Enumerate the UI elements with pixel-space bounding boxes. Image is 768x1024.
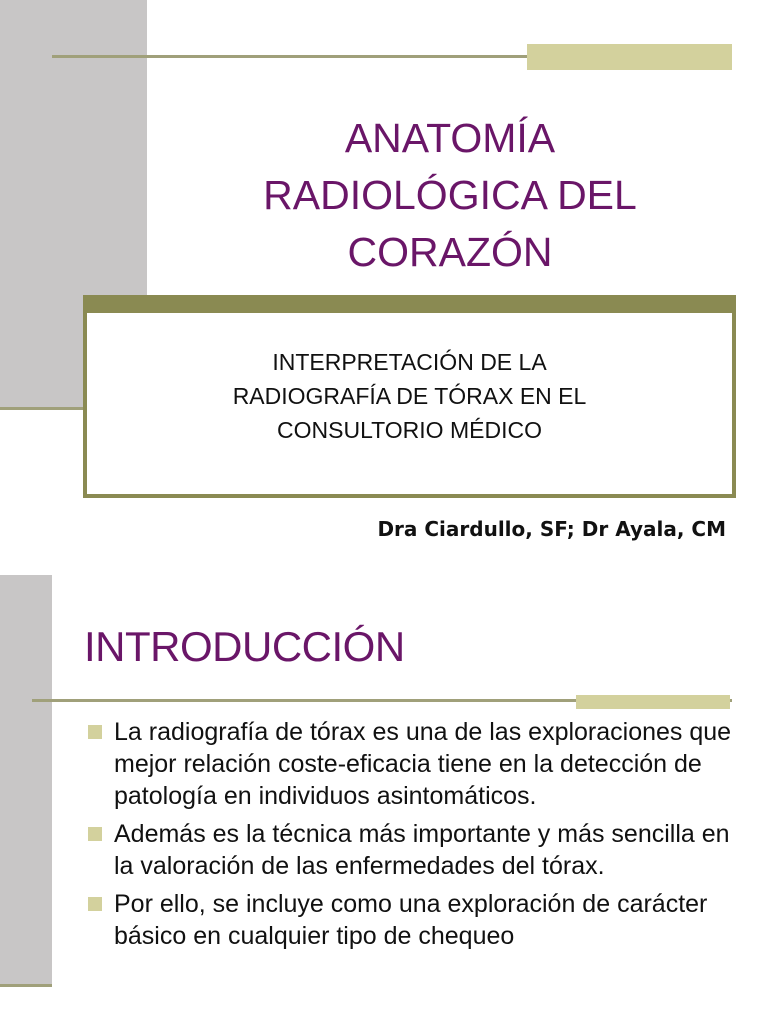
title-line: RADIOLÓGICA DEL <box>263 172 637 218</box>
slide-divider <box>0 562 768 575</box>
title-line: ANATOMÍA <box>344 115 556 161</box>
bullet-text: Por ello, se incluye como una exploración de carácter básico en cualquier tipo de chequeo <box>114 890 708 950</box>
title-line: CORAZÓN <box>347 229 553 275</box>
slide-title: INTRODUCCIÓN <box>84 623 405 670</box>
square-bullet-icon <box>88 725 102 739</box>
subtitle-line: CONSULTORIO MÉDICO <box>277 417 542 443</box>
subtitle <box>87 345 732 447</box>
list-item <box>88 818 738 882</box>
bullet-list <box>88 716 738 958</box>
bullet-text: Además es la técnica más importante y más sencilla en la valoración de las enfermedades del tórax. <box>114 820 730 880</box>
subtitle-line: INTERPRETACIÓN DE LA <box>272 349 547 375</box>
bullet-text: La radiografía de tórax es una de las exploraciones que mejor relación coste-eficacia tiene en la detección de patología en individuos asintomáticos. <box>114 718 732 810</box>
square-bullet-icon <box>88 827 102 841</box>
list-item <box>88 888 738 952</box>
title-accent-block <box>576 695 730 709</box>
sidebar-gray-bar <box>0 575 52 985</box>
top-accent-block <box>527 44 732 70</box>
slide-title <box>160 110 740 281</box>
subtitle-box <box>83 295 736 498</box>
list-item <box>88 716 738 812</box>
subtitle-line: RADIOGRAFÍA DE TÓRAX EN EL <box>232 383 587 409</box>
left-rule <box>0 984 52 987</box>
left-rule <box>0 407 84 410</box>
square-bullet-icon <box>88 897 102 911</box>
authors: Dra Ciardullo, SF; Dr Ayala, CM <box>377 517 726 541</box>
intro-slide <box>0 575 768 1024</box>
